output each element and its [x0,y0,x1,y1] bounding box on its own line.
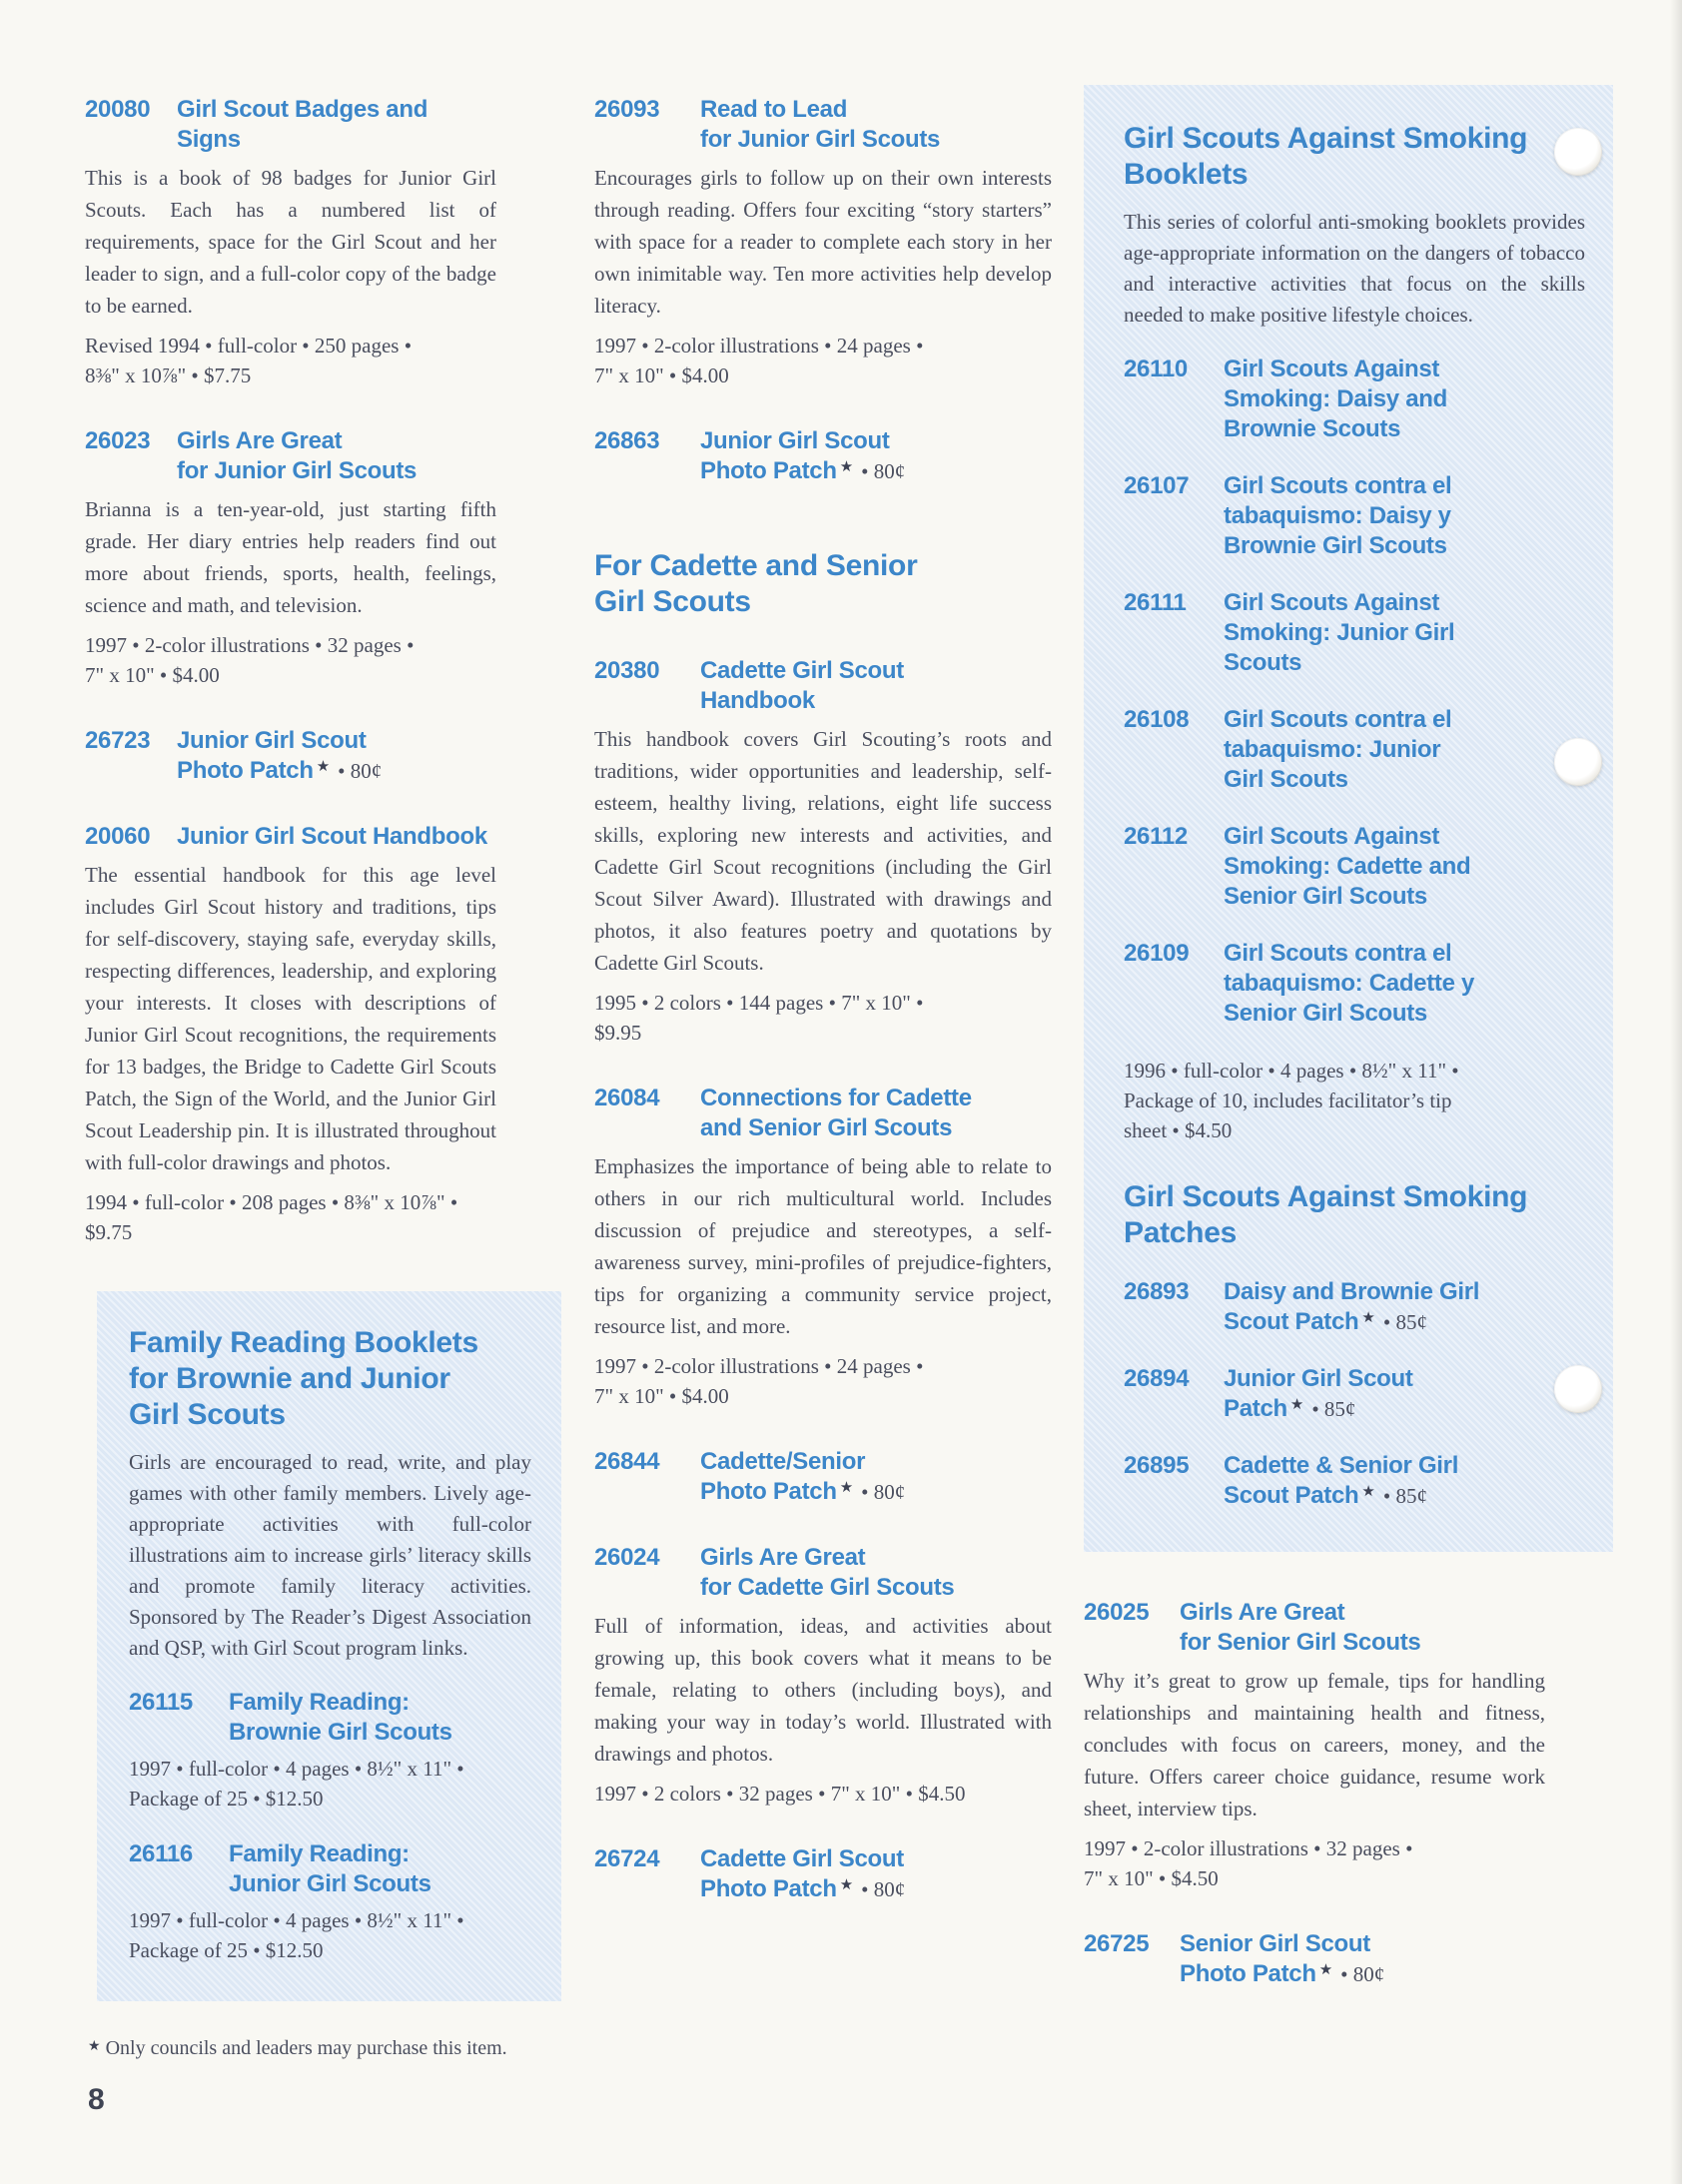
item-title: Girl Scout Badges and Signs [177,96,428,153]
council-restriction-star-icon: ★ [839,1478,854,1496]
item-specs: 1997 • 2-color illustrations • 24 pages • 7" x 10" • $4.00 [594,1354,924,1408]
section-heading-cadette-senior: For Cadette and Senior Girl Scouts [594,549,918,618]
item-26084 [594,1084,1052,1411]
item-description: This is a book of 98 badges for Junior Girl Scouts. Each has a numbered list of requirements, space for the Girl Scout and her leader to sign, and a full-color copy of the badge to be earned. [85,166,496,318]
item-26893 [1124,1277,1585,1337]
item-title: Junior Girl Scout Patch [1224,1365,1413,1422]
item-26111 [1124,588,1585,678]
item-price: • 85¢ [1311,1397,1356,1421]
item-26724 [594,1844,1052,1904]
item-price: • 80¢ [1340,1962,1385,1986]
item-26107 [1124,471,1585,561]
item-description: The essential handbook for this age level includes Girl Scout history and traditions, tips for self-discovery, staying safe, everyday skills, respecting differences, leadership, and exploring your interests. It closes with descriptions of Junior Girl Scout recognitions, the requirements for 13 badges, the Bridge to Cadette Girl Scouts Patch, the Sign of the World, and the Junior Girl Scout Leadership pin. It is illustrated throughout with full-color drawings and photos. [85,863,496,1174]
item-title-wrap [1224,1451,1585,1511]
item-title: Junior Girl Scout Photo Patch [700,427,890,484]
item-specs: 1995 • 2 colors • 144 pages • 7" x 10" • $9.95 [594,991,924,1045]
punch-hole-bottom [1554,1365,1602,1413]
item-26894 [1124,1364,1585,1424]
item-code: 26093 [594,96,660,123]
item-title: Junior Girl Scout Handbook [177,823,487,850]
box-intro: Girls are encouraged to read, write, and play games with other family members. Lively age-appropriate activities with full-color illustrations aim to increase girls’ literacy skills and promote family literacy activities. Sponsored by The Reader’s Digest Association and QSP, with Girl Scout program links. [129,1450,531,1660]
item-description: This handbook covers Girl Scouting’s roots and traditions, wider opportunities and leadership, self-esteem, healthy living, relations, eight life success skills, exploring new interests and activities, and Cadette Girl Scout recognitions (including the Girl Scout Silver Award). Illustrated with drawings and photos, it also features poetry and quotations by Cadette Girl Scouts. [594,727,1052,975]
item-title-wrap [700,426,1052,486]
box-title: Family Reading Booklets for Brownie and Junior Girl Scouts [129,1326,478,1431]
footnote-text: Only councils and leaders may purchase this item. [105,2037,507,2059]
item-20060 [85,822,496,1247]
item-code: 26109 [1124,940,1190,967]
item-title: Read to Lead for Junior Girl Scouts [700,96,941,153]
item-code: 20060 [85,823,151,850]
item-code: 26724 [594,1845,660,1872]
box-intro: This series of colorful anti-smoking booklets provides age-appropriate information on the dangers of tobacco and interactive activities that focus on the skills needed to make positive lifestyle choices. [1124,210,1585,327]
item-description: Encourages girls to follow up on their own interests through reading. Offers four exciting “story starters” with space for a reader to complete each story in her own inimitable way. Ten more activities help develop literacy. [594,166,1052,318]
item-26024 [594,1543,1052,1809]
item-price: • 85¢ [1382,1484,1427,1508]
item-26725 [1084,1929,1545,1989]
item-26023 [85,426,496,690]
item-description: Emphasizes the importance of being able to relate to others in our rich multicultural world. Includes discussion of prejudice and stereotypes, a self-awareness survey, mini-profiles of prejudice-fighters, tips for organizing a community service project, resource list, and more. [594,1154,1052,1338]
item-title-wrap [1224,1364,1585,1424]
item-code: 26893 [1124,1278,1190,1305]
item-title: Senior Girl Scout Photo Patch [1180,1930,1370,1987]
item-price: • 80¢ [861,459,906,483]
item-title: Junior Girl Scout Photo Patch [177,727,367,784]
punch-hole-middle [1554,738,1602,786]
item-price: • 85¢ [1382,1310,1427,1334]
item-specs: 1997 • 2-color illustrations • 24 pages • 7" x 10" • $4.00 [594,334,924,387]
council-restriction-star-icon: ★ [1289,1395,1304,1413]
item-code: 26084 [594,1085,660,1111]
footnote-star-icon: ★ [88,2038,101,2054]
item-specs: Revised 1994 • full-color • 250 pages • 8⅜" x 10⅞" • $7.75 [85,334,413,387]
punch-hole-top [1554,128,1602,176]
item-code: 26024 [594,1544,660,1571]
item-description: Why it’s great to grow up female, tips for handling relationships and maintaining health and fitness, concludes with focus on careers, money, and the future. Offers career choice guidance, resume work sheet, interview tips. [1084,1669,1545,1820]
item-26093 [594,95,1052,390]
box-specs: 1996 • full-color • 4 pages • 8½" x 11" • Package of 10, includes facilitator’s tip sheet • $4.50 [1124,1059,1459,1142]
item-title-wrap [700,1844,1052,1904]
item-title: Connections for Cadette and Senior Girl Scouts [700,1085,972,1141]
item-26115 [129,1688,531,1814]
item-26863 [594,426,1052,486]
item-specs: 1997 • full-color • 4 pages • 8½" x 11" • Package of 25 • $12.50 [129,1757,464,1811]
item-26895 [1124,1451,1585,1511]
box-title: Girl Scouts Against Smoking Booklets [1124,122,1528,191]
item-specs: 1997 • 2 colors • 32 pages • 7" x 10" • $4.50 [594,1782,966,1806]
item-code: 26116 [129,1840,193,1867]
column-3 [1084,85,1585,2025]
item-code: 26725 [1084,1930,1150,1957]
patches-section-title: Girl Scouts Against Smoking Patches [1124,1180,1528,1249]
item-title: Cadette/Senior Photo Patch [700,1448,866,1505]
item-specs: 1997 • full-color • 4 pages • 8½" x 11" • Package of 25 • $12.50 [129,1908,464,1962]
item-title: Girl Scouts Against Smoking: Junior Girl Scouts [1224,589,1455,676]
item-20380 [594,656,1052,1048]
item-title: Girl Scouts contra el tabaquismo: Junior Girl Scouts [1224,706,1452,793]
item-26110 [1124,355,1585,444]
council-restriction-star-icon: ★ [1318,1960,1333,1978]
column-1 [85,95,531,2001]
item-code: 26112 [1124,823,1188,850]
item-description: Full of information, ideas, and activities about growing up, this book covers what it means to be female, relating to others (including boys), and making your way in today’s world. Illustrated with drawings and photos. [594,1614,1052,1766]
item-code: 26844 [594,1448,660,1475]
item-26025 [1084,1598,1545,1893]
item-title: Girls Are Great for Cadette Girl Scouts [700,1544,955,1601]
item-title: Daisy and Brownie Girl Scout Patch [1224,1278,1480,1335]
item-code: 26895 [1124,1452,1190,1479]
item-price: • 80¢ [338,759,383,783]
item-code: 26115 [129,1689,193,1716]
item-26116 [129,1839,531,1965]
footnote [88,2037,507,2060]
item-26723 [85,726,496,786]
item-price: • 80¢ [861,1480,906,1504]
item-code: 26110 [1124,356,1188,382]
item-code: 26894 [1124,1365,1190,1392]
item-code: 26108 [1124,706,1190,733]
item-title: Girl Scouts Against Smoking: Cadette and Senior Girl Scouts [1224,823,1471,910]
item-code: 26111 [1124,589,1187,616]
item-code: 20380 [594,657,660,684]
item-specs: 1997 • 2-color illustrations • 32 pages • 7" x 10" • $4.50 [1084,1836,1413,1890]
item-20080 [85,95,496,390]
item-code: 26025 [1084,1599,1150,1626]
item-code: 26023 [85,427,151,454]
item-description: Brianna is a ten-year-old, just starting fifth grade. Her diary entries help readers find out more about friends, sports, health, feelings, science and math, and television. [85,497,496,617]
item-code: 26107 [1124,472,1190,499]
family-reading-box [97,1291,561,2001]
council-restriction-star-icon: ★ [1361,1308,1375,1326]
page-number: 8 [88,2083,105,2116]
item-title-wrap [700,1447,1052,1507]
item-title: Girl Scouts contra el tabaquismo: Daisy y Brownie Girl Scouts [1224,472,1452,559]
council-restriction-star-icon: ★ [839,457,854,475]
item-title: Girls Are Great for Junior Girl Scouts [177,427,418,484]
council-restriction-star-icon: ★ [316,757,331,775]
item-title: Family Reading: Junior Girl Scouts [229,1840,431,1897]
item-26844 [594,1447,1052,1507]
column-2 [594,95,1052,1940]
item-title: Cadette Girl Scout Handbook [700,657,904,714]
anti-smoking-box [1084,85,1613,1552]
council-restriction-star-icon: ★ [1361,1482,1375,1500]
item-code: 26863 [594,427,660,454]
item-title: Cadette & Senior Girl Scout Patch [1224,1452,1459,1509]
item-26112 [1124,822,1585,912]
item-code: 26723 [85,727,151,754]
item-title: Girl Scouts contra el tabaquismo: Cadette y Senior Girl Scouts [1224,940,1475,1027]
item-title: Family Reading: Brownie Girl Scouts [229,1689,452,1746]
item-title: Cadette Girl Scout Photo Patch [700,1845,904,1902]
item-26108 [1124,705,1585,795]
council-restriction-star-icon: ★ [839,1875,854,1893]
item-specs: 1997 • 2-color illustrations • 32 pages • 7" x 10" • $4.00 [85,633,415,687]
item-code: 20080 [85,96,151,123]
item-specs: 1994 • full-color • 208 pages • 8⅜" x 10⅞" • $9.75 [85,1190,458,1244]
item-title-wrap [1224,1277,1585,1337]
item-price: • 80¢ [861,1877,906,1901]
item-title: Girls Are Great for Senior Girl Scouts [1180,1599,1421,1656]
item-title-wrap [1180,1929,1545,1989]
item-title-wrap [177,726,496,786]
item-title: Girl Scouts Against Smoking: Daisy and Brownie Scouts [1224,356,1447,442]
item-26109 [1124,939,1585,1029]
